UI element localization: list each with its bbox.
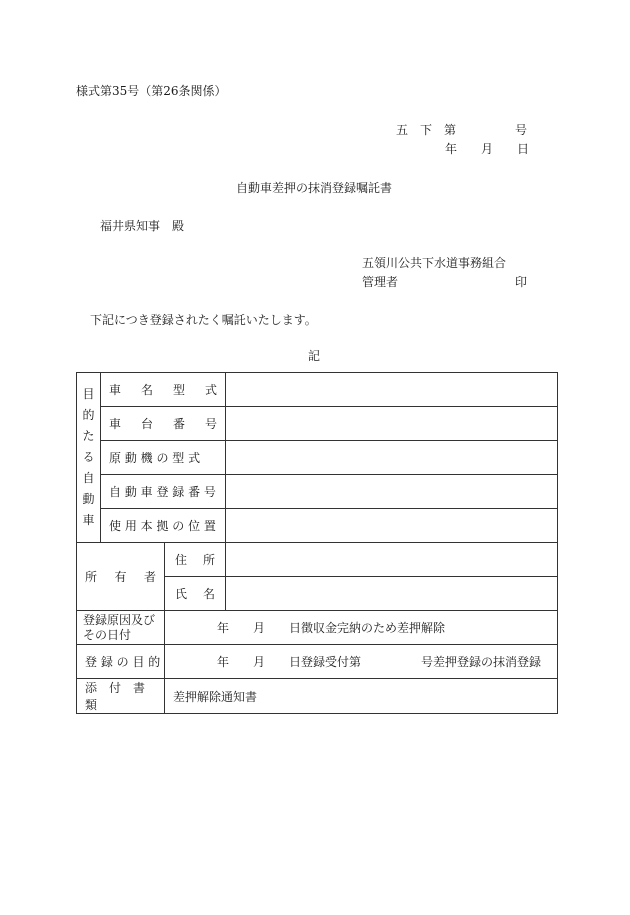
base-location-label: 使 用 本 拠 の 位 置 [101, 509, 226, 543]
attachments-value: 差押解除通知書 [165, 679, 558, 714]
seal-mark: 印 [515, 275, 528, 289]
engine-model-value[interactable] [226, 441, 558, 475]
attachments-label: 添 付 書 類 [77, 679, 165, 714]
chassis-label: 車 台 番 号 [101, 407, 226, 441]
form-number: 様式第35号（第26条関係） [76, 84, 227, 98]
engine-model-label: 原 動 機 の 型 式 [101, 441, 226, 475]
registration-number-label: 自 動 車 登 録 番 号 [101, 475, 226, 509]
reference-suffix: 号 [515, 123, 528, 137]
reason-label: 登録原因及び その日付 [77, 611, 165, 645]
document-title: 自動車差押の抹消登録嘱託書 [236, 181, 393, 195]
reference-prefix: 五 下 第 [396, 123, 457, 137]
intro-text: 下記につき登録されたく嘱託いたします。 [90, 313, 317, 327]
addressee: 福井県知事 殿 [100, 219, 185, 233]
chassis-value[interactable] [226, 407, 558, 441]
owner-group-label: 所 有 者 [77, 543, 165, 611]
purpose-label: 登 録 の 目 的 [77, 645, 165, 679]
vehicle-group-label: 目 的 た る 自 動 車 [77, 373, 101, 543]
purpose-value: 年 月 日登録受付第 号差押登録の抹消登録 [165, 645, 558, 679]
owner-name-value[interactable] [226, 577, 558, 611]
registration-number-value[interactable] [226, 475, 558, 509]
model-value[interactable] [226, 373, 558, 407]
model-label: 車 名 型 式 [101, 373, 226, 407]
base-location-value[interactable] [226, 509, 558, 543]
date-line: 年 月 日 [445, 142, 530, 156]
reason-value: 年 月 日徴収金完納のため差押解除 [165, 611, 558, 645]
manager-label: 管理者 [362, 275, 399, 289]
owner-address-label: 住 所 [165, 543, 226, 577]
ki-heading: 記 [308, 349, 321, 363]
organization-name: 五領川公共下水道事務組合 [362, 256, 507, 270]
registration-table [76, 372, 558, 714]
owner-name-label: 氏 名 [165, 577, 226, 611]
owner-address-value[interactable] [226, 543, 558, 577]
